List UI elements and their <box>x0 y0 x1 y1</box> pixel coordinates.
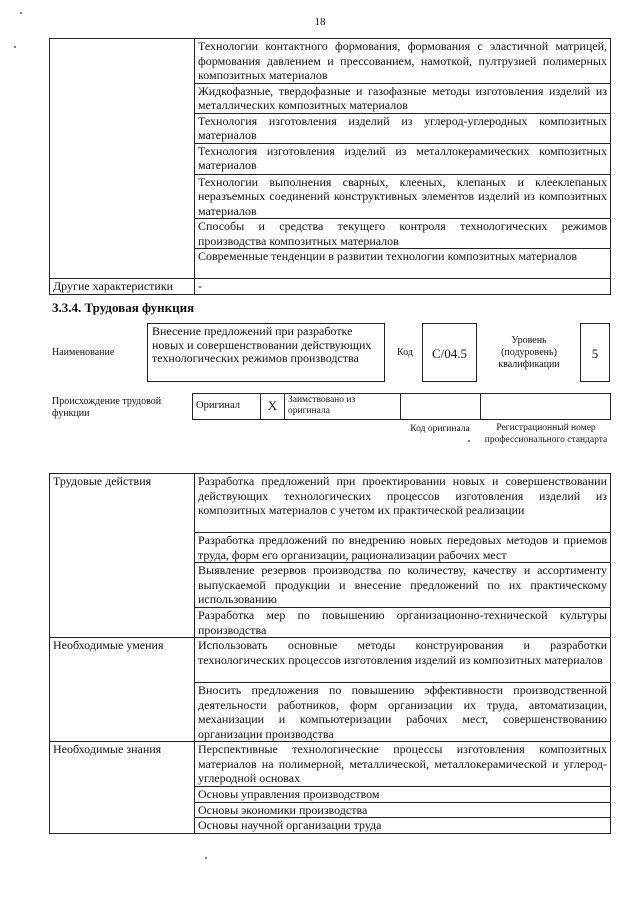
original-label: Оригинал <box>193 394 261 420</box>
section-label-skills: Необходимые умения <box>50 638 195 742</box>
original-code-caption: Код оригинала <box>410 424 470 434</box>
scan-speck <box>468 440 470 442</box>
code-box <box>422 323 477 382</box>
section-label-labor-actions: Трудовые действия <box>50 474 195 638</box>
level-value: 5 <box>591 346 599 361</box>
knowledge-item: Технологии выполнения сварных, клееных, клепаных и клееклепаных неразъемных соединений конструктивных элементов изделий из композитных материалов <box>195 174 611 219</box>
registration-number-cell <box>481 394 611 420</box>
level-box <box>580 323 610 382</box>
knowledge-item: Технологии контактного формования, формования с эластичной матрицей, формования давлением и прессованием, намоткой, пултрузией полимерных композитных материалов <box>195 39 611 84</box>
knowledge-item: Перспективные технологические процессы изготовления композитных материалов на полимерной, металлической, металлокерамической и углерод-углеродной основах <box>195 742 611 787</box>
labor-action-item: Разработка предложений по внедрению новых передовых методов и приемов труда, форм его организации, рационализации рабочих мест <box>195 533 611 563</box>
knowledge-item: Способы и средства текущего контроля технологических режимов производства композитных материалов <box>195 219 611 249</box>
scan-speck <box>205 857 207 859</box>
labor-action-item: Выявление резервов производства по количеству, качеству и ассортименту выпускаемой продукции и внесение предложений по их практическому использованию <box>195 563 611 608</box>
level-label: Уровень (подуровень) квалификации <box>498 335 560 370</box>
borrowed-label: Заимствовано из оригинала <box>285 394 401 420</box>
knowledge-item: Технология изготовления изделий из металлокерамических композитных материалов <box>195 143 611 174</box>
origin-label: Происхождение трудовой функции <box>52 396 162 419</box>
scan-speck <box>20 12 22 14</box>
knowledge-item: Технология изготовления изделий из углерод-углеродных композитных материалов <box>195 113 611 143</box>
origin-table <box>192 393 611 420</box>
skill-item: Вносить предложения по повышению эффективности производственной деятельности работников, форм организации их труда, автоматизации, механизации и компьютеризации рабочих мест, совершенствованию организации производства <box>195 683 611 742</box>
section-label-knowledge: Необходимые знания <box>50 742 195 834</box>
knowledge-item: Современные тенденции в развитии технологии композитных материалов <box>195 249 611 279</box>
labor-action-item: Разработка мер по повышению организационно-технической культуры производства <box>195 608 611 638</box>
knowledge-item: Основы экономики производства <box>195 802 611 818</box>
page-number: 18 <box>314 16 326 28</box>
code-value: C/04.5 <box>431 346 468 361</box>
label-cell-empty <box>50 39 195 279</box>
original-mark: X <box>261 394 285 420</box>
name-label: Наименование <box>52 347 115 358</box>
original-code-cell <box>401 394 481 420</box>
other-characteristics-label: Другие характеристики <box>50 279 195 295</box>
section-title: 3.3.4. Трудовая функция <box>52 300 195 315</box>
knowledge-item: Основы научной организации труда <box>195 818 611 834</box>
other-characteristics-value: - <box>195 279 611 295</box>
knowledge-item: Жидкофазные, твердофазные и газофазные методы изготовления изделий из металлических композитных материалов <box>195 83 611 113</box>
function-name: Внесение предложений при разработке новых и совершенствовании действующих технологических режимов производства <box>152 324 372 365</box>
function-details-table <box>49 473 611 834</box>
knowledge-continuation-table <box>49 38 611 295</box>
scan-speck <box>14 46 16 48</box>
function-name-box <box>147 323 385 382</box>
labor-action-item: Разработка предложений при проектировании новых и совершенствовании действующих технологических процессов изготовления изделий из композитных материалов с учетом их практической реализации <box>195 474 611 533</box>
skill-item: Использовать основные методы конструирования и разработки технологических процессов изготовления изделий из композитных материалов <box>195 638 611 683</box>
registration-number-caption: Регистрационный номер профессионального стандарта <box>484 423 608 445</box>
knowledge-item: Основы управления производством <box>195 787 611 803</box>
code-label: Код <box>397 347 413 358</box>
